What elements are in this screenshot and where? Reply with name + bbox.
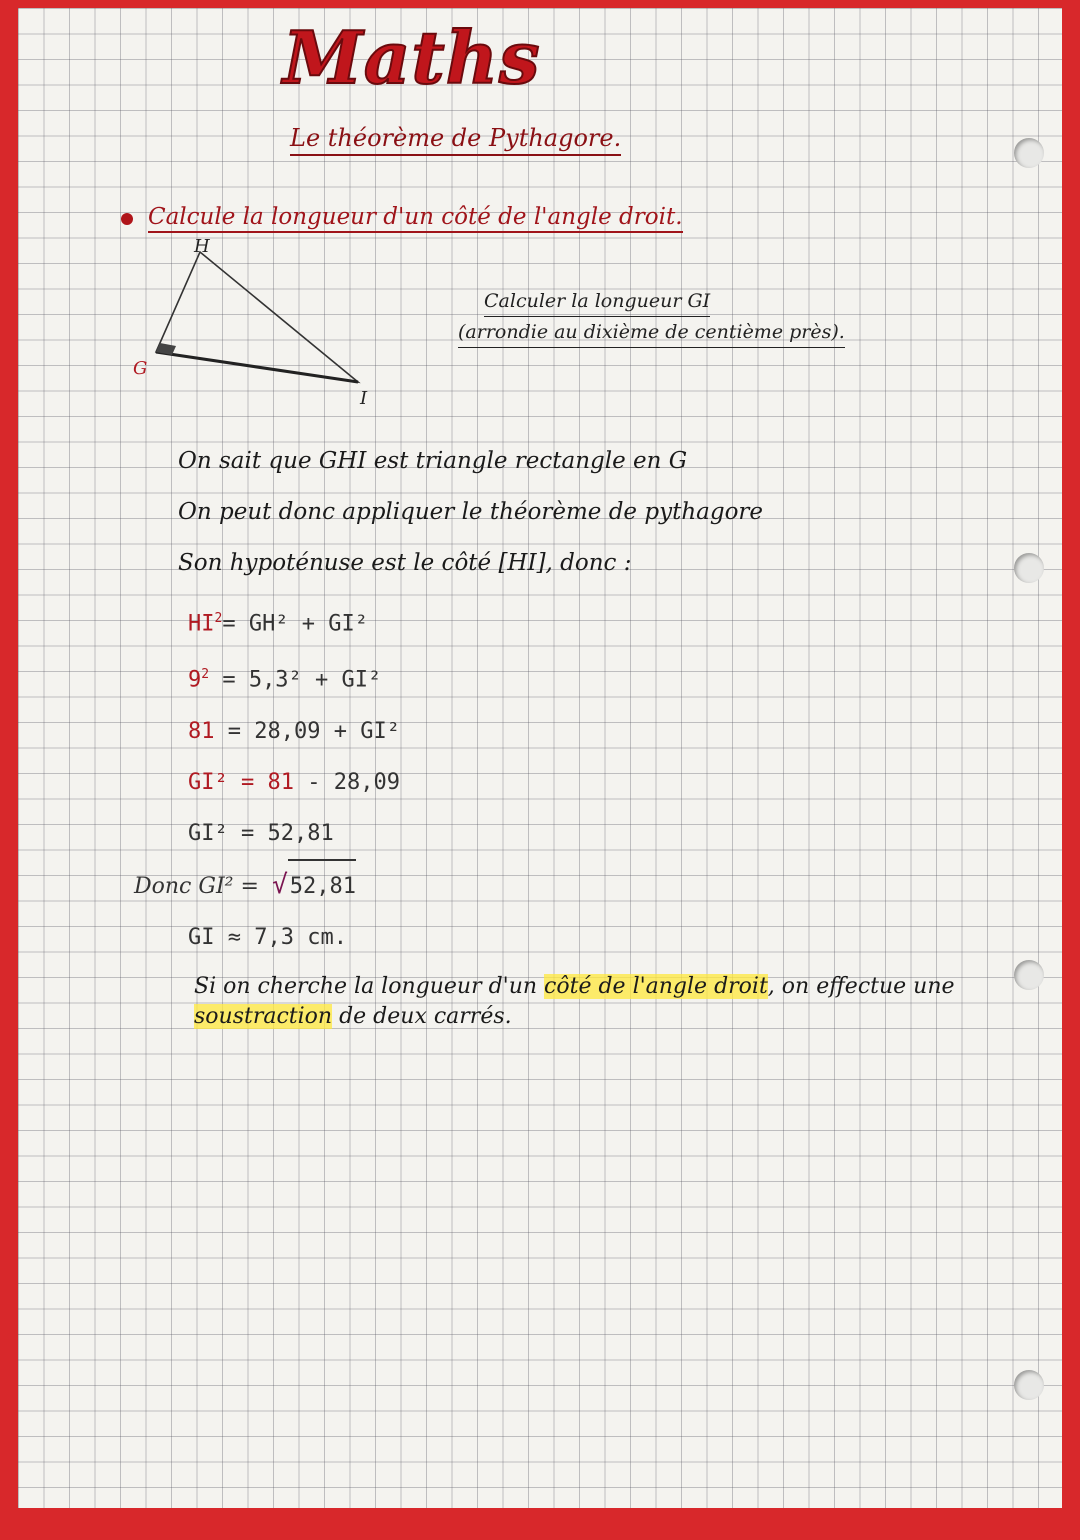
square-root-icon: √ <box>272 869 288 900</box>
reasoning-line-3: Son hypoténuse est le côté [HI], donc : <box>178 550 632 576</box>
page-subtitle: Le théorème de Pythagore. <box>290 124 621 156</box>
equation-row <box>188 912 400 963</box>
eq-right: - 28,09 <box>307 769 400 795</box>
vertex-g-label: G <box>133 358 148 379</box>
task-line-2: (arrondie au dixième de centième près). <box>458 317 845 348</box>
task-line-1: Calculer la longueur GI <box>484 286 710 317</box>
eq-left: 9 <box>188 667 202 693</box>
section-heading: Calcule la longueur d'un côté de l'angle droit. <box>148 204 683 233</box>
conclusion-part: de deux carrés. <box>332 1004 512 1029</box>
bullet-dot <box>121 213 133 225</box>
triangle-figure <box>118 232 418 416</box>
equation-block <box>134 593 400 963</box>
vertex-h-label: H <box>194 236 210 257</box>
equation-row <box>188 706 400 757</box>
eq-left: HI <box>188 611 215 637</box>
conclusion-text <box>194 972 994 1032</box>
eq-result: GI ≈ 7,3 cm. <box>188 924 347 950</box>
triangle-shape <box>156 252 358 382</box>
reasoning-line-1: On sait que GHI est triangle rectangle en G <box>178 448 688 474</box>
eq-prefix: Donc GI² = <box>134 873 259 899</box>
page-title: Maths <box>283 15 541 100</box>
notebook-page <box>18 8 1062 1508</box>
binder-hole <box>1014 553 1044 583</box>
binder-hole <box>1014 1370 1044 1400</box>
highlight-right-angle-side: côté de l'angle droit <box>544 974 768 999</box>
vertex-i-label: I <box>360 388 368 409</box>
binder-hole <box>1014 960 1044 990</box>
reasoning-line-2: On peut donc appliquer le théorème de pythagore <box>178 499 764 525</box>
eq-left: 81 <box>188 718 215 744</box>
conclusion-part: Si on cherche la longueur d'un <box>194 974 545 999</box>
eq-full: GI² = 52,81 <box>188 820 334 846</box>
eq-right: = 28,09 + GI² <box>227 718 400 744</box>
equation-row: $9^2 = 5,3^2 + GI^2$ <box>188 667 382 693</box>
equation-row <box>188 757 400 808</box>
equation-row <box>188 808 400 859</box>
task-instructions <box>458 286 845 348</box>
eq-left: GI² = <box>188 769 255 795</box>
eq-root: 52,81 <box>288 859 356 912</box>
reasoning-text <box>178 436 763 589</box>
eq-mid: 81 <box>267 769 294 795</box>
conclusion-part: , on effectue une <box>767 974 955 999</box>
equation-row <box>134 859 400 912</box>
eq-right: = GH² + GI² <box>222 611 369 637</box>
equation-row: $HI^2= GH^2 + GI^2$ <box>188 611 369 637</box>
highlight-subtraction: soustraction <box>194 1004 333 1029</box>
binder-hole <box>1014 138 1044 168</box>
triangle-diagram <box>118 232 418 412</box>
eq-right: = 5,3² + GI² <box>222 667 382 693</box>
